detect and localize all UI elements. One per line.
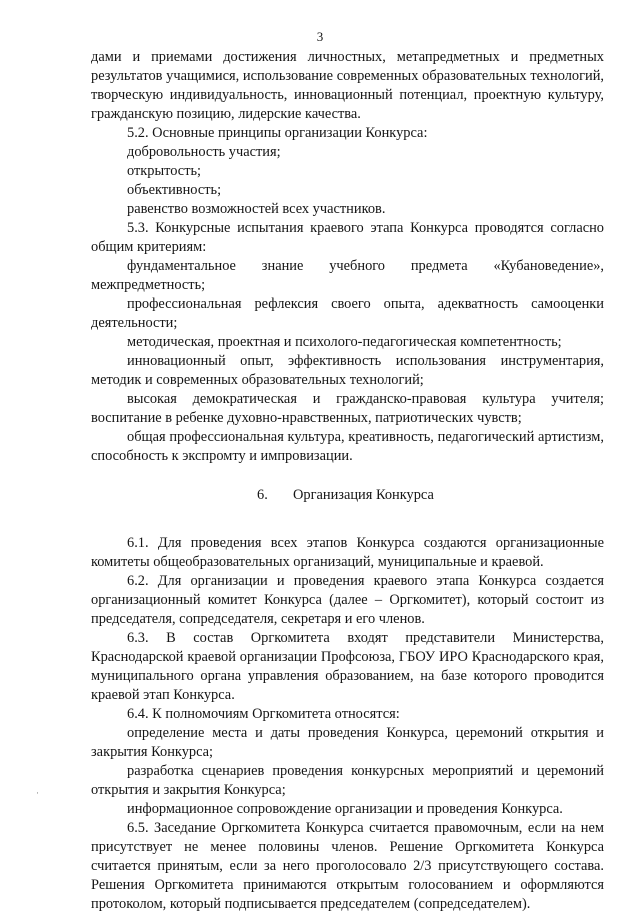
paragraph: объективность; — [127, 182, 222, 198]
document-body — [91, 48, 604, 914]
paragraph: равенство возможностей всех участников. — [127, 201, 386, 217]
paragraph: разработка сценариев проведения конкурсных мероприятий и церемоний открытия и закрытия Конкурса; — [91, 763, 604, 798]
paragraph: 6.1. Для проведения всех этапов Конкурса создаются организационные комитеты общеобразовательных организаций, муниципальные и краевой. — [91, 535, 604, 570]
paragraph: открытость; — [127, 163, 202, 179]
section-heading-title: Организация Конкурса — [293, 487, 434, 503]
paragraph: методическая, проектная и психолого-педагогическая компетентность; — [127, 334, 562, 350]
page-number: 3 — [316, 29, 324, 44]
paragraph: информационное сопровождение организации и проведения Конкурса. — [127, 801, 563, 817]
paragraph: дами и приемами достижения личностных, метапредметных и предметных результатов учащимися, использование современных образовательных технологий, творческую индивидуальность, инновационный потенциал, проектную культуру, гражданскую позицию, лидерские качества. — [91, 49, 604, 122]
section-heading-number: 6. — [257, 487, 268, 503]
section-heading — [91, 486, 604, 505]
paragraph: 6.4. К полномочиям Оргкомитета относятся: — [127, 706, 400, 722]
paragraph: 5.2. Основные принципы организации Конкурса: — [127, 125, 428, 141]
paragraph: инновационный опыт, эффективность использования инструментария, методик и современных образовательных технологий; — [91, 353, 604, 388]
paragraph: высокая демократическая и гражданско-правовая культура учителя; воспитание в ребенке духовно-нравственных, патриотических чувств; — [91, 391, 604, 426]
section-5-continuation — [91, 48, 604, 466]
paragraph: 5.3. Конкурсные испытания краевого этапа Конкурса проводятся согласно общим критериям: — [91, 220, 604, 255]
paragraph: 6.3. В состав Оргкомитета входят представители Министерства, Краснодарской краевой организации Профсоюза, ГБОУ ИРО Краснодарского края, муниципального органа управления образованием, на базе которого проводится краевой этап Конкурса. — [91, 630, 604, 703]
paragraph: общая профессиональная культура, креативность, педагогический артистизм, способность к экспромту и импровизации. — [91, 429, 604, 464]
paragraph: определение места и даты проведения Конкурса, церемоний открытия и закрытия Конкурса; — [91, 725, 604, 760]
paragraph: профессиональная рефлексия своего опыта, адекватность самооценки деятельности; — [91, 296, 604, 331]
scan-speck: · — [36, 788, 39, 798]
paragraph: 6.5. Заседание Оргкомитета Конкурса считается правомочным, если на нем присутствует не менее половины членов. Решение Оргкомитета Конкурса считается принятым, если за него проголосовало 2/3 присутствующего состава. Решения Оргкомитета принимаются открытым голосованием и оформляются протоколом, который подписывается председателем (сопредседателем). — [91, 820, 604, 912]
paragraph: фундаментальное знание учебного предмета «Кубановедение», межпредметность; — [91, 258, 604, 293]
paragraph: добровольность участия; — [127, 144, 281, 160]
section-6-body — [91, 534, 604, 914]
paragraph: 6.2. Для организации и проведения краевого этапа Конкурса создается организационный комитет Конкурса (далее – Оргкомитет), который состоит из председателя, сопредседателя, секретаря и его членов. — [91, 573, 604, 627]
